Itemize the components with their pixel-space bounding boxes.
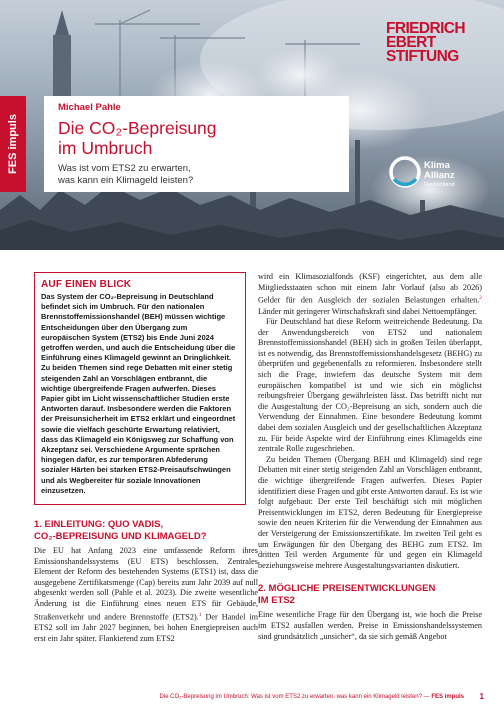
document-subtitle	[58, 163, 349, 187]
klima-allianz-logo[interactable]	[388, 155, 488, 195]
klima-line3: Deutschland	[424, 182, 455, 188]
section2-heading	[258, 583, 482, 606]
document-title	[58, 118, 349, 158]
left-column	[34, 272, 258, 644]
side-series-tab	[0, 96, 26, 192]
section1-heading-line1: 1. EINLEITUNG: QUO VADIS,	[34, 519, 164, 531]
summary-heading: AUF EINEN BLICK	[41, 279, 132, 290]
fes-logo-line: EBERT	[386, 34, 436, 51]
paragraph-structure: Zu beiden Themen (Übergang BEH und Klimageld) sind rege Debatten mit einer stetig steigenden Zahl an Vorschlägen entbrannt, die wichtige übergreifende Fragen aufwerfen. Dieses Papier identifiziert diese Fragen und gibt erste Antworten darauf. Es ist wie folgt aufgebaut: Der erste Teil beschäftigt sich mit möglichen Preisentwicklungen im ETS2, deren Bedeutung für Energiepreise sowie den neuen Kriterien für die Verwendung der Einnahmen aus der Versteigerung der Emissionszertifikate. Im zweiten Teil geht es um Erwägungen für den Übergang des BEHG zum ETS2. Im dritten Teil werden Argumente für und gegen ein Klimageld beziehungsweise mehrere Ausgestaltungsvarianten diskutiert.	[258, 454, 482, 570]
paragraph-significance: Für Deutschland hat diese Reform weitreichende Bedeutung. Da der Anwendungsbereich von ETS2 und nationalem Brennstoffemissionshandel (BEH) sich in großen Teilen überlappt, ist es notwendig, das Brennstoffemissionshandelsgesetz (BEHG) zu überprüfen und gegebenenfalls zu reformieren. Insbesondere stellt sich die Frage, inwiefern das deutsche System mit dem europäischen kompatibel ist und wie sich ein möglichst reibungsfreier Übergang gewährleisten lässt. Das betrifft nicht nur die Ausgestaltung der CO₂-Bepreisung an sich, sondern auch die Verwendung der Einnahmen. Eine besondere Bedeutung kommt dabei dem sozialen Ausgleich und der gesellschaftlichen Akzeptanz zu. Für beide Aspekte wird der Einführung eines Klimagelds eine zentrale Rolle zugeschrieben.	[258, 317, 482, 454]
section1-text-b: Der Handel im ETS2 soll im Jahr 2027 beginnen, bei hohen Energiepreisen auch erst ein Jahr später. Flankierend zum ETS2	[34, 612, 258, 643]
side-series-label: FES impuls	[7, 114, 19, 174]
klima-line2: Allianz	[424, 170, 455, 181]
footer-series: FES impuls	[431, 694, 464, 700]
subtitle-line1: Was ist vom ETS2 zu erwarten,	[58, 163, 191, 174]
section1-text-a: Die EU hat Anfang 2023 eine umfassende Reform ihres Emissionshandelssystems (EU ETS) beschlossen. Zentrales Element der Reform des bestehenden Systems (ETS1) ist, dass die ausgegebene Zertifikatsmenge (Cap) bereits zum Jahr 2039 auf null abgesenkt werden soll (Pahle et al. 2023). Die zweite wesentliche Änderung ist die Einführung eines neuen ETS für Gebäude, Straßenverkehr und andere Brennstoffe (ETS2).	[34, 546, 258, 622]
klima-line1: Klima	[424, 160, 450, 171]
p1-text-a: wird ein Klimasozialfonds (KSF) eingerichtet, aus dem alle Mitgliedsstaaten schon mit einem Jahr Vorlauf (also ab 2026) Gelder für den Ausgleich der sozialen Belastungen erhalten.	[258, 272, 482, 305]
title-line1: Die CO₂-Bepreisung	[58, 118, 217, 138]
section1-heading-line2: CO₂-BEPREISUNG UND KLIMAGELD?	[34, 530, 207, 542]
p1-text-b: Länder mit geringerer Wirtschaftskraft sind dabei Nettoempfänger.	[258, 306, 477, 316]
section2-heading-line1: 2. MÖGLICHE PREISENTWICKLUNGEN	[258, 583, 436, 595]
section2-heading-line2: IM ETS2	[258, 594, 295, 606]
klima-allianz-wordmark	[424, 161, 455, 189]
paragraph-price-development: Eine wesentliche Frage für den Übergang ist, wie hoch die Preise im ETS2 ausfallen werden. Preise in Emissionshandelssystemen sind grundsätzlich „unsicher“, da sie sich gemäß Angebot	[258, 610, 482, 641]
page-number: 1	[479, 692, 484, 701]
footnote-ref-1[interactable]: 1	[198, 611, 202, 618]
footer-running-title	[159, 694, 464, 700]
title-line2: im Umbruch	[58, 138, 153, 158]
footer-title: Die CO₂-Bepreisung im Umbruch: Was ist vom ETS2 zu erwarten, was kann ein Klimageld leisten? —	[159, 694, 430, 700]
klima-ring-icon	[388, 155, 422, 189]
page-footer	[0, 692, 504, 706]
summary-box	[34, 272, 246, 505]
fes-logo-line: STIFTUNG	[386, 48, 459, 65]
paragraph-ksf	[258, 272, 482, 317]
section1-paragraph	[34, 546, 258, 644]
footnote-ref-2[interactable]: 2	[479, 295, 482, 302]
fes-logo-line: FRIEDRICH	[386, 20, 465, 37]
subtitle-line2: was kann ein Klimageld leisten?	[58, 175, 194, 186]
title-box	[44, 96, 349, 192]
right-column	[258, 272, 482, 642]
fes-logo[interactable]	[386, 22, 498, 64]
summary-text: Das System der CO₂-Bepreisung in Deutschland befindet sich im Umbruch. Für den nationalen Brennstoffemissionshandel (BEH) müssen wichtige Entscheidungen über den Übergang zum europäischen System (ETS2) bis Ende Juni 2024 getroffen werden, und auch die Entscheidung über die Einführung eines Klimageld gewinnt an Dringlichkeit. Zu beiden Themen sind rege Debatten mit einer stetig steigenden Zahl an Vorschlägen entbrannt, die wichtige übergreifende Fragen aufwerfen. Dieses Papier gibt im Licht wissenschaftlicher Studien erste Antworten darauf. Insbesondere werden die Faktoren der Preisunsicherheit im ETS2 erklärt und eingeordnet sowie die vielfach geschürte Erwartung relativiert, dass das Klimageld ein Königsweg zur Schaffung von Akzeptanz sei. Verschiedene Argumente sprächen hingegen dafür, es zur temporären Abfederung sozialer Härten bei starken ETS2-Preisaufschwüngen und als Wegbereiter für soziale Innovationen einzusetzen.	[41, 292, 236, 495]
section1-heading	[34, 519, 258, 542]
author-name: Michael Pahle	[58, 102, 121, 113]
